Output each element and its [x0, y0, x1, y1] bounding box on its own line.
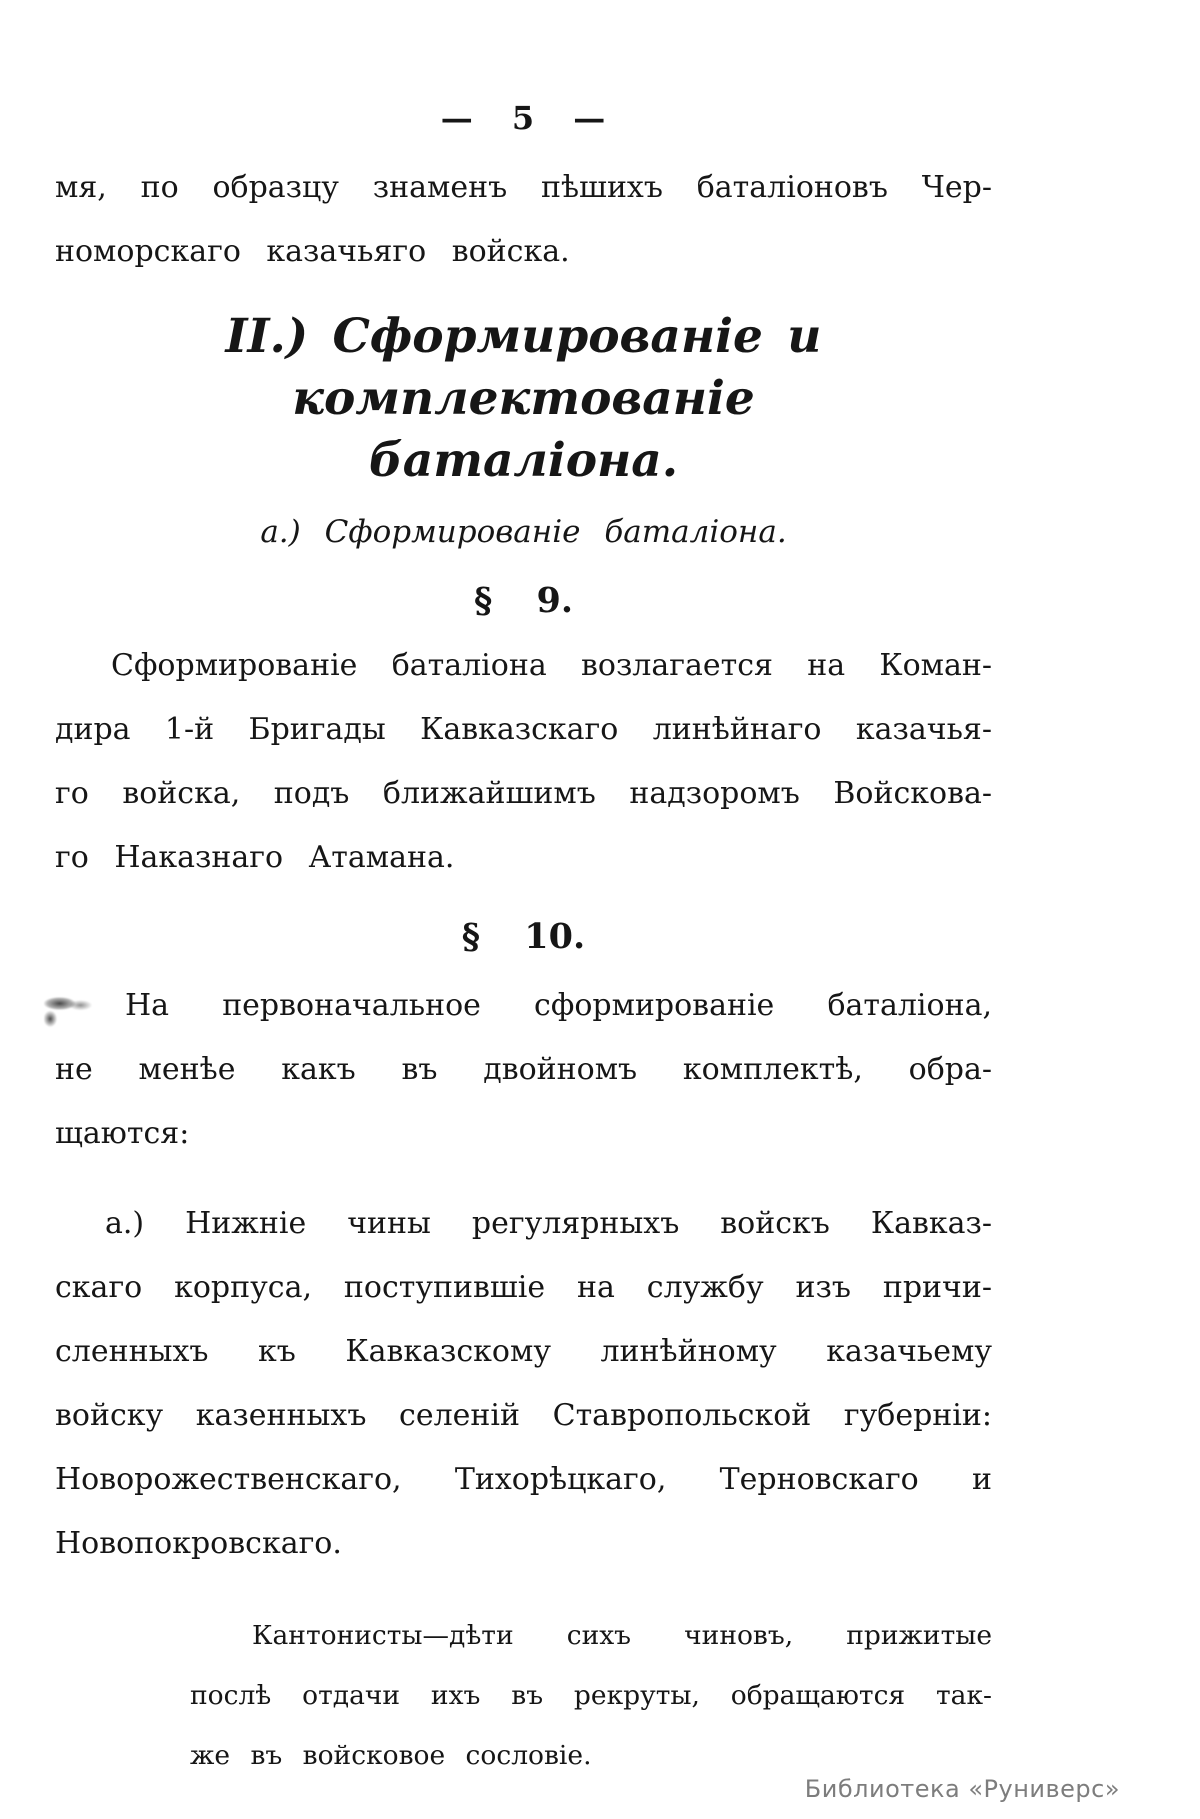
list-item-a	[55, 1192, 992, 1576]
paragraph-10-label: § 10.	[461, 916, 586, 957]
text-line: войску казенныхъ селеній Ставропольской губерніи:	[55, 1398, 992, 1433]
section-heading	[55, 306, 992, 492]
text-line: же въ войсковое сословіе.	[190, 1740, 592, 1771]
text-line: Новорожественскаго, Тихорѣцкаго, Терновскаго и	[55, 1462, 992, 1497]
text-line: го Наказнаго Атамана.	[55, 840, 455, 875]
paragraph-9-label: § 9.	[473, 580, 574, 621]
library-watermark: Библиотека «Руниверс»	[804, 1775, 1120, 1803]
text-line: го войска, подъ ближайшимъ надзоромъ Войскова-	[55, 776, 992, 811]
paragraph-9	[55, 634, 992, 890]
paragraph-10	[55, 974, 992, 1166]
section-heading-line: II.) Сформированіе и комплектованіе	[225, 309, 822, 426]
text-line: На первоначальное сформированіе баталіона,	[125, 988, 992, 1023]
text-line: сленныхъ къ Кавказскому линѣйному казачьему	[55, 1334, 992, 1369]
text-line: мя, по образцу знаменъ пѣшихъ баталіоновъ Чер-	[55, 170, 992, 205]
intro-paragraph	[55, 156, 992, 284]
text-line: дира 1-й Бригады Кавказскаго линѣйнаго казачья-	[55, 712, 992, 747]
text-line: послѣ отдачи ихъ въ рекруты, обращаются так-	[190, 1680, 992, 1711]
text-line: Кантонисты—дѣти сихъ чиновъ, прижитые	[252, 1620, 992, 1651]
text-line: Сформированіе баталіона возлагается на Коман-	[111, 648, 992, 683]
subsection-heading: а.) Сформированіе баталіона.	[260, 514, 787, 550]
page-number: — 5 —	[440, 99, 607, 137]
text-line: не менѣе какъ въ двойномъ комплектѣ, обра-	[55, 1052, 992, 1087]
text-line: скаго корпуса, поступившіе на службу изъ причи-	[55, 1270, 992, 1305]
cantonists-note	[190, 1606, 992, 1786]
section-heading-line: баталіона.	[368, 433, 679, 488]
text-line: а.) Нижніе чины регулярныхъ войскъ Кавказ-	[105, 1206, 992, 1241]
text-line: щаются:	[55, 1116, 190, 1151]
text-line: Новопокровскаго.	[55, 1526, 342, 1561]
text-line: номорскаго казачьяго войска.	[55, 234, 570, 269]
ink-smudge-artifact	[44, 995, 96, 1029]
